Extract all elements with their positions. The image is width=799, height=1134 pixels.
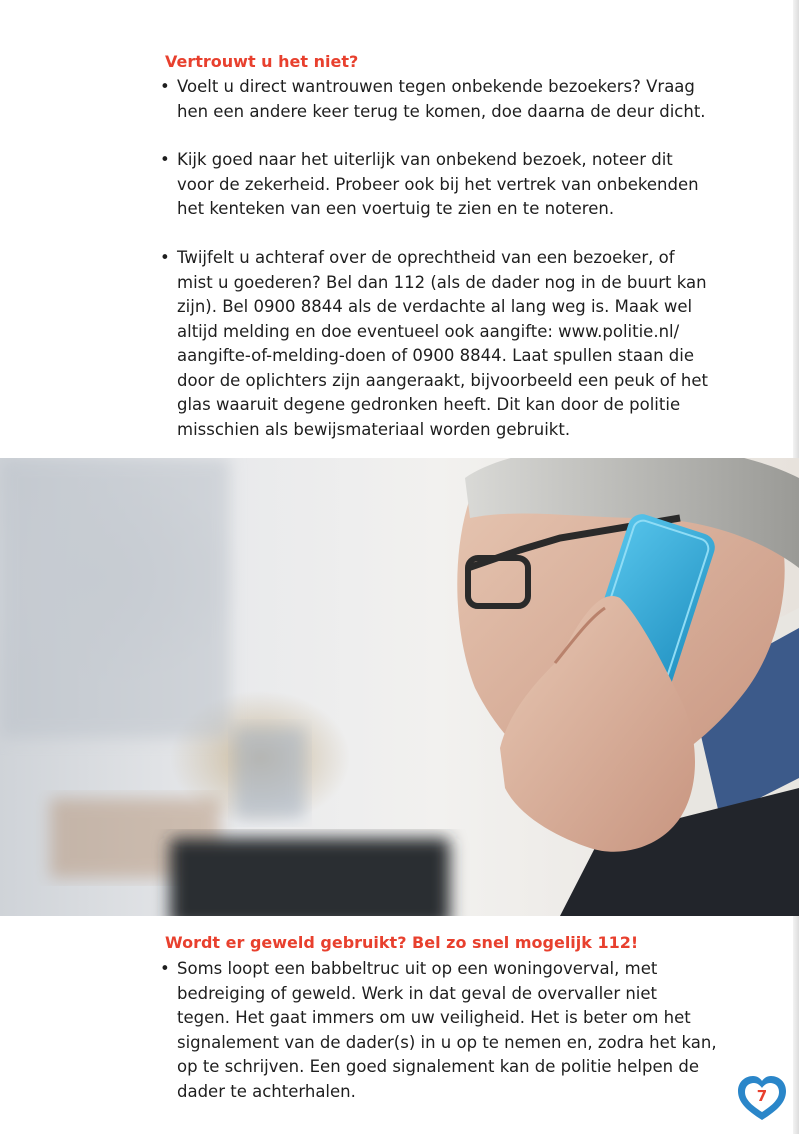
bullet-dot: • <box>160 150 170 169</box>
bullet-dot: • <box>160 77 170 96</box>
photo-illustration <box>0 458 799 916</box>
page-number-badge <box>736 1074 788 1124</box>
bullet-item: • Kijk goed naar het uiterlijk van onbekend bezoek, noteer dit voor de zekerheid. Probeer ook bij het vertrek van onbekenden het kenteken van een voertuig te zien en te noteren. <box>160 150 699 218</box>
section-heading-violence: Wordt er geweld gebruikt? Bel zo snel mogelijk 112! <box>165 933 639 952</box>
bullet-dot: • <box>160 959 170 978</box>
bullet-item: • Twijfelt u achteraf over de oprechtheid van een bezoeker, of mist u goederen? Bel dan 112 (als de dader nog in de buurt kan zijn). Bel 0900 8844 als de verdachte al lang weg is. Maak wel altijd melding en doe eventueel ook aangifte: www.politie.nl/ aangifte-of-melding-doen of 0900 8844. Laat spullen staan die door de oplichters zijn aangeraakt, bijvoorbeeld een peuk of het glas waaruit degene gedronken heeft. Dit kan door de politie misschien als bewijsmateriaal worden gebruikt. <box>160 248 709 439</box>
bullet-item: • Voelt u direct wantrouwen tegen onbekende bezoekers? Vraag hen een andere keer terug te komen, doe daarna de deur dicht. <box>160 77 706 121</box>
bullet-dot: • <box>160 248 170 267</box>
bullet-item: • Soms loopt een babbeltruc uit op een woningoverval, met bedreiging of geweld. Werk in dat geval de overvaller niet tegen. Het gaat immers om uw veiligheid. Het is beter om het signalement van de dader(s) in u op te nemen en, zodra het kan, op te schrijven. Een goed signalement kan de politie helpen de dader te achterhalen. <box>160 959 717 1101</box>
photo-man-on-phone <box>0 458 799 916</box>
page-number: 7 <box>756 1087 768 1105</box>
section-heading-trust: Vertrouwt u het niet? <box>165 52 359 71</box>
